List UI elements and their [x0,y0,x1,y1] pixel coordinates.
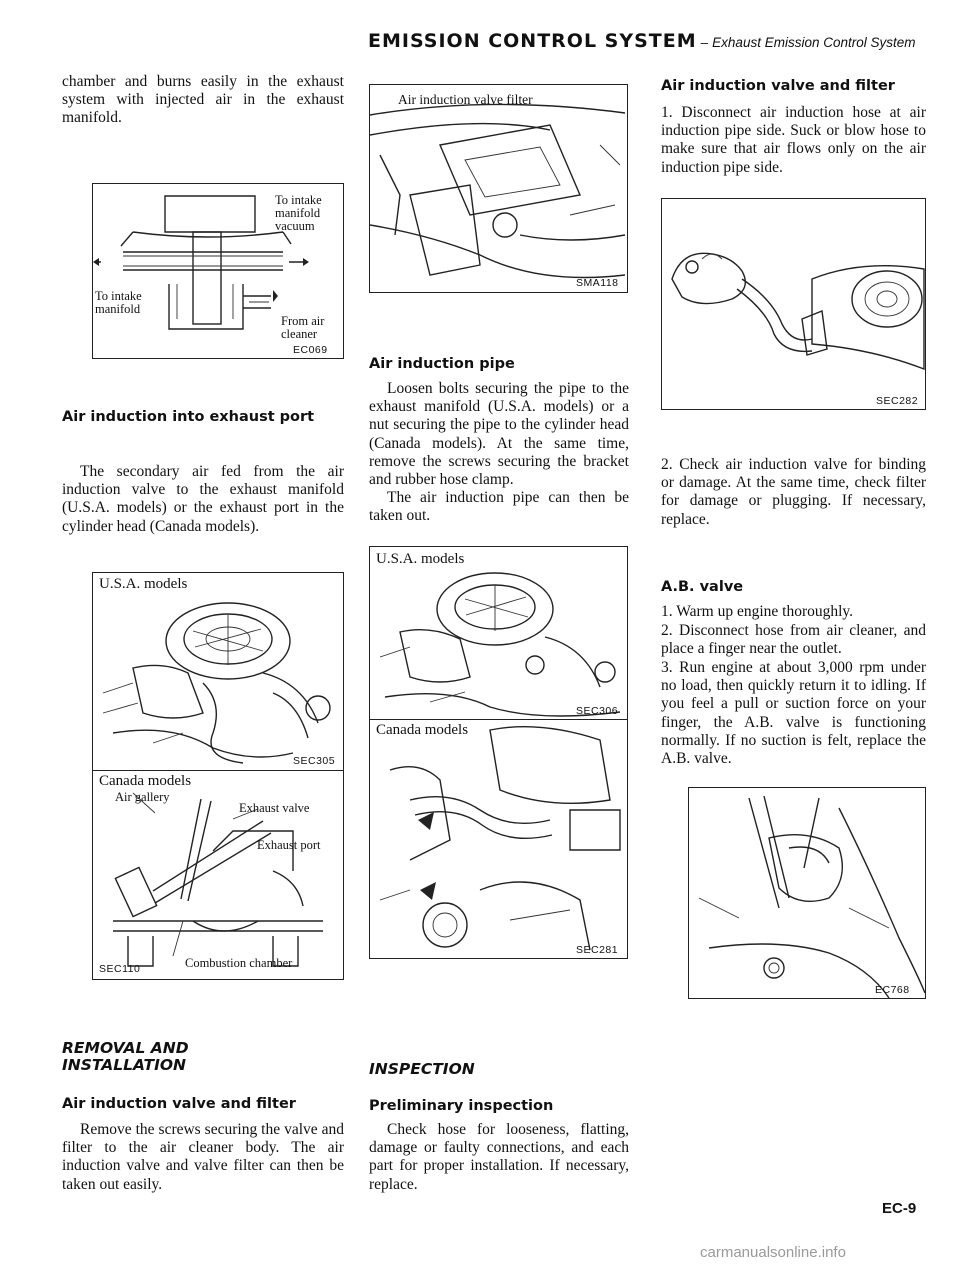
heading-ab-valve: A.B. valve [661,579,744,595]
step-check-valve-binding: 2. Check air induction valve for binding or damage. At the same time, check filter for damage or plugging. If necessary, replace. [661,456,926,528]
figure-usa-models-pipe [369,546,628,720]
figure-code-sec281: SEC281 [576,944,619,956]
label-to-intake-manifold: To intake manifold [95,289,142,316]
label-usa-models: U.S.A. models [99,576,188,592]
step-disconnect-hose: 1. Disconnect air induction hose at air induction pipe side. Suck or blow hose to make sure that air flows only on the air induction pipe side. [661,104,926,176]
label-combustion-chamber: Combustion chamber [185,956,293,970]
heading-preliminary-inspection: Preliminary inspection [369,1098,554,1114]
paragraph-secondary-air: The secondary air fed from the air induction valve to the exhaust manifold (U.S.A. models) or the exhaust port in the cylinder head (Canada models). [62,463,344,535]
figure-code-sma118: SMA118 [576,277,619,289]
page-number: EC-9 [882,1200,917,1217]
heading-air-induction-valve-filter-removal: Air induction valve and filter [62,1096,296,1112]
label-canada-models-pipe: Canada models [376,722,469,738]
paragraph-remove-screws: Remove the screws securing the valve and filter to the air cleaner body. The air induction valve and valve filter can then be taken out easily. [62,1121,344,1193]
figure-code-sec306: SEC306 [576,705,619,717]
figure-canada-models-pipe [369,719,628,959]
figure-canada-models-exhaust [92,770,344,980]
figure-code-ec768: EC768 [875,984,910,996]
header-subtitle: Exhaust Emission Control System [712,35,916,50]
ab-step-1: 1. Warm up engine thoroughly. [661,603,854,620]
paragraph-pipe-taken-out: The air induction pipe can then be taken out. [369,489,629,525]
label-air-gallery: Air gallery [115,790,170,804]
figure-usa-models-exhaust [92,572,344,771]
suck-blow-hose-drawing [662,199,925,409]
figure-code-sec305: SEC305 [293,755,336,767]
label-canada-models: Canada models [99,773,192,789]
heading-air-induction-valve-filter-inspection: Air induction valve and filter [661,78,895,94]
header-separator: – [700,35,709,50]
usa-pipe-engine-drawing [370,547,627,719]
ab-step-3: 3. Run engine at about 3,000 rpm under no load, then quickly return it to idling. If you feel a pull or suction force on your finger, the A.B. valve is functioning normally. If no suction is felt, replace the A.B. valve. [661,659,926,768]
label-air-induction-valve-filter: Air induction valve filter [398,92,533,107]
paragraph-loosen-bolts: Loosen bolts securing the pipe to the exhaust manifold (U.S.A. models) or a nut securing the pipe to the cylinder head (Canada models). At the same time, remove the screws securing the bracket and rubber hose clamp. [369,380,629,489]
figure-ab-valve-finger [688,787,926,999]
label-from-air-cleaner: From air cleaner [281,314,325,341]
figure-code-sec110: SEC110 [99,963,141,975]
page-header [368,30,928,52]
heading-air-induction-into-exhaust-port: Air induction into exhaust port [62,409,315,425]
label-exhaust-port: Exhaust port [257,838,321,852]
figure-air-induction-valve-diagram [92,183,344,359]
paragraph-check-hose: Check hose for looseness, flatting, damage or faulty connections, and each part for proper installation. If necessary, replace. [369,1121,629,1193]
figure-code-sec282: SEC282 [876,395,919,407]
watermark-text: carmanualsonline.info [700,1244,846,1261]
canada-pipe-engine-drawing [370,720,627,958]
figure-suck-blow-hose [661,198,926,410]
ab-step-2: 2. Disconnect hose from air cleaner, and place a finger near the outlet. [661,622,926,658]
heading-air-induction-pipe: Air induction pipe [369,356,515,372]
label-usa-models-pipe: U.S.A. models [376,551,465,567]
valve-filter-photo-drawing [370,85,627,292]
figure-air-induction-valve-filter [369,84,628,293]
intro-text: chamber and burns easily in the exhaust system with injected air in the exhaust manifold. [62,73,344,127]
figure-code-ec069: EC069 [293,344,328,356]
ab-valve-finger-drawing [689,788,925,998]
header-title: EMISSION CONTROL SYSTEM [368,30,697,52]
heading-inspection: INSPECTION [369,1060,475,1078]
usa-engine-drawing [93,573,343,770]
label-exhaust-valve: Exhaust valve [239,801,310,815]
heading-removal-and-installation: REMOVAL AND INSTALLATION [62,1039,189,1074]
label-to-intake-manifold-vacuum: To intake manifold vacuum [275,193,322,233]
